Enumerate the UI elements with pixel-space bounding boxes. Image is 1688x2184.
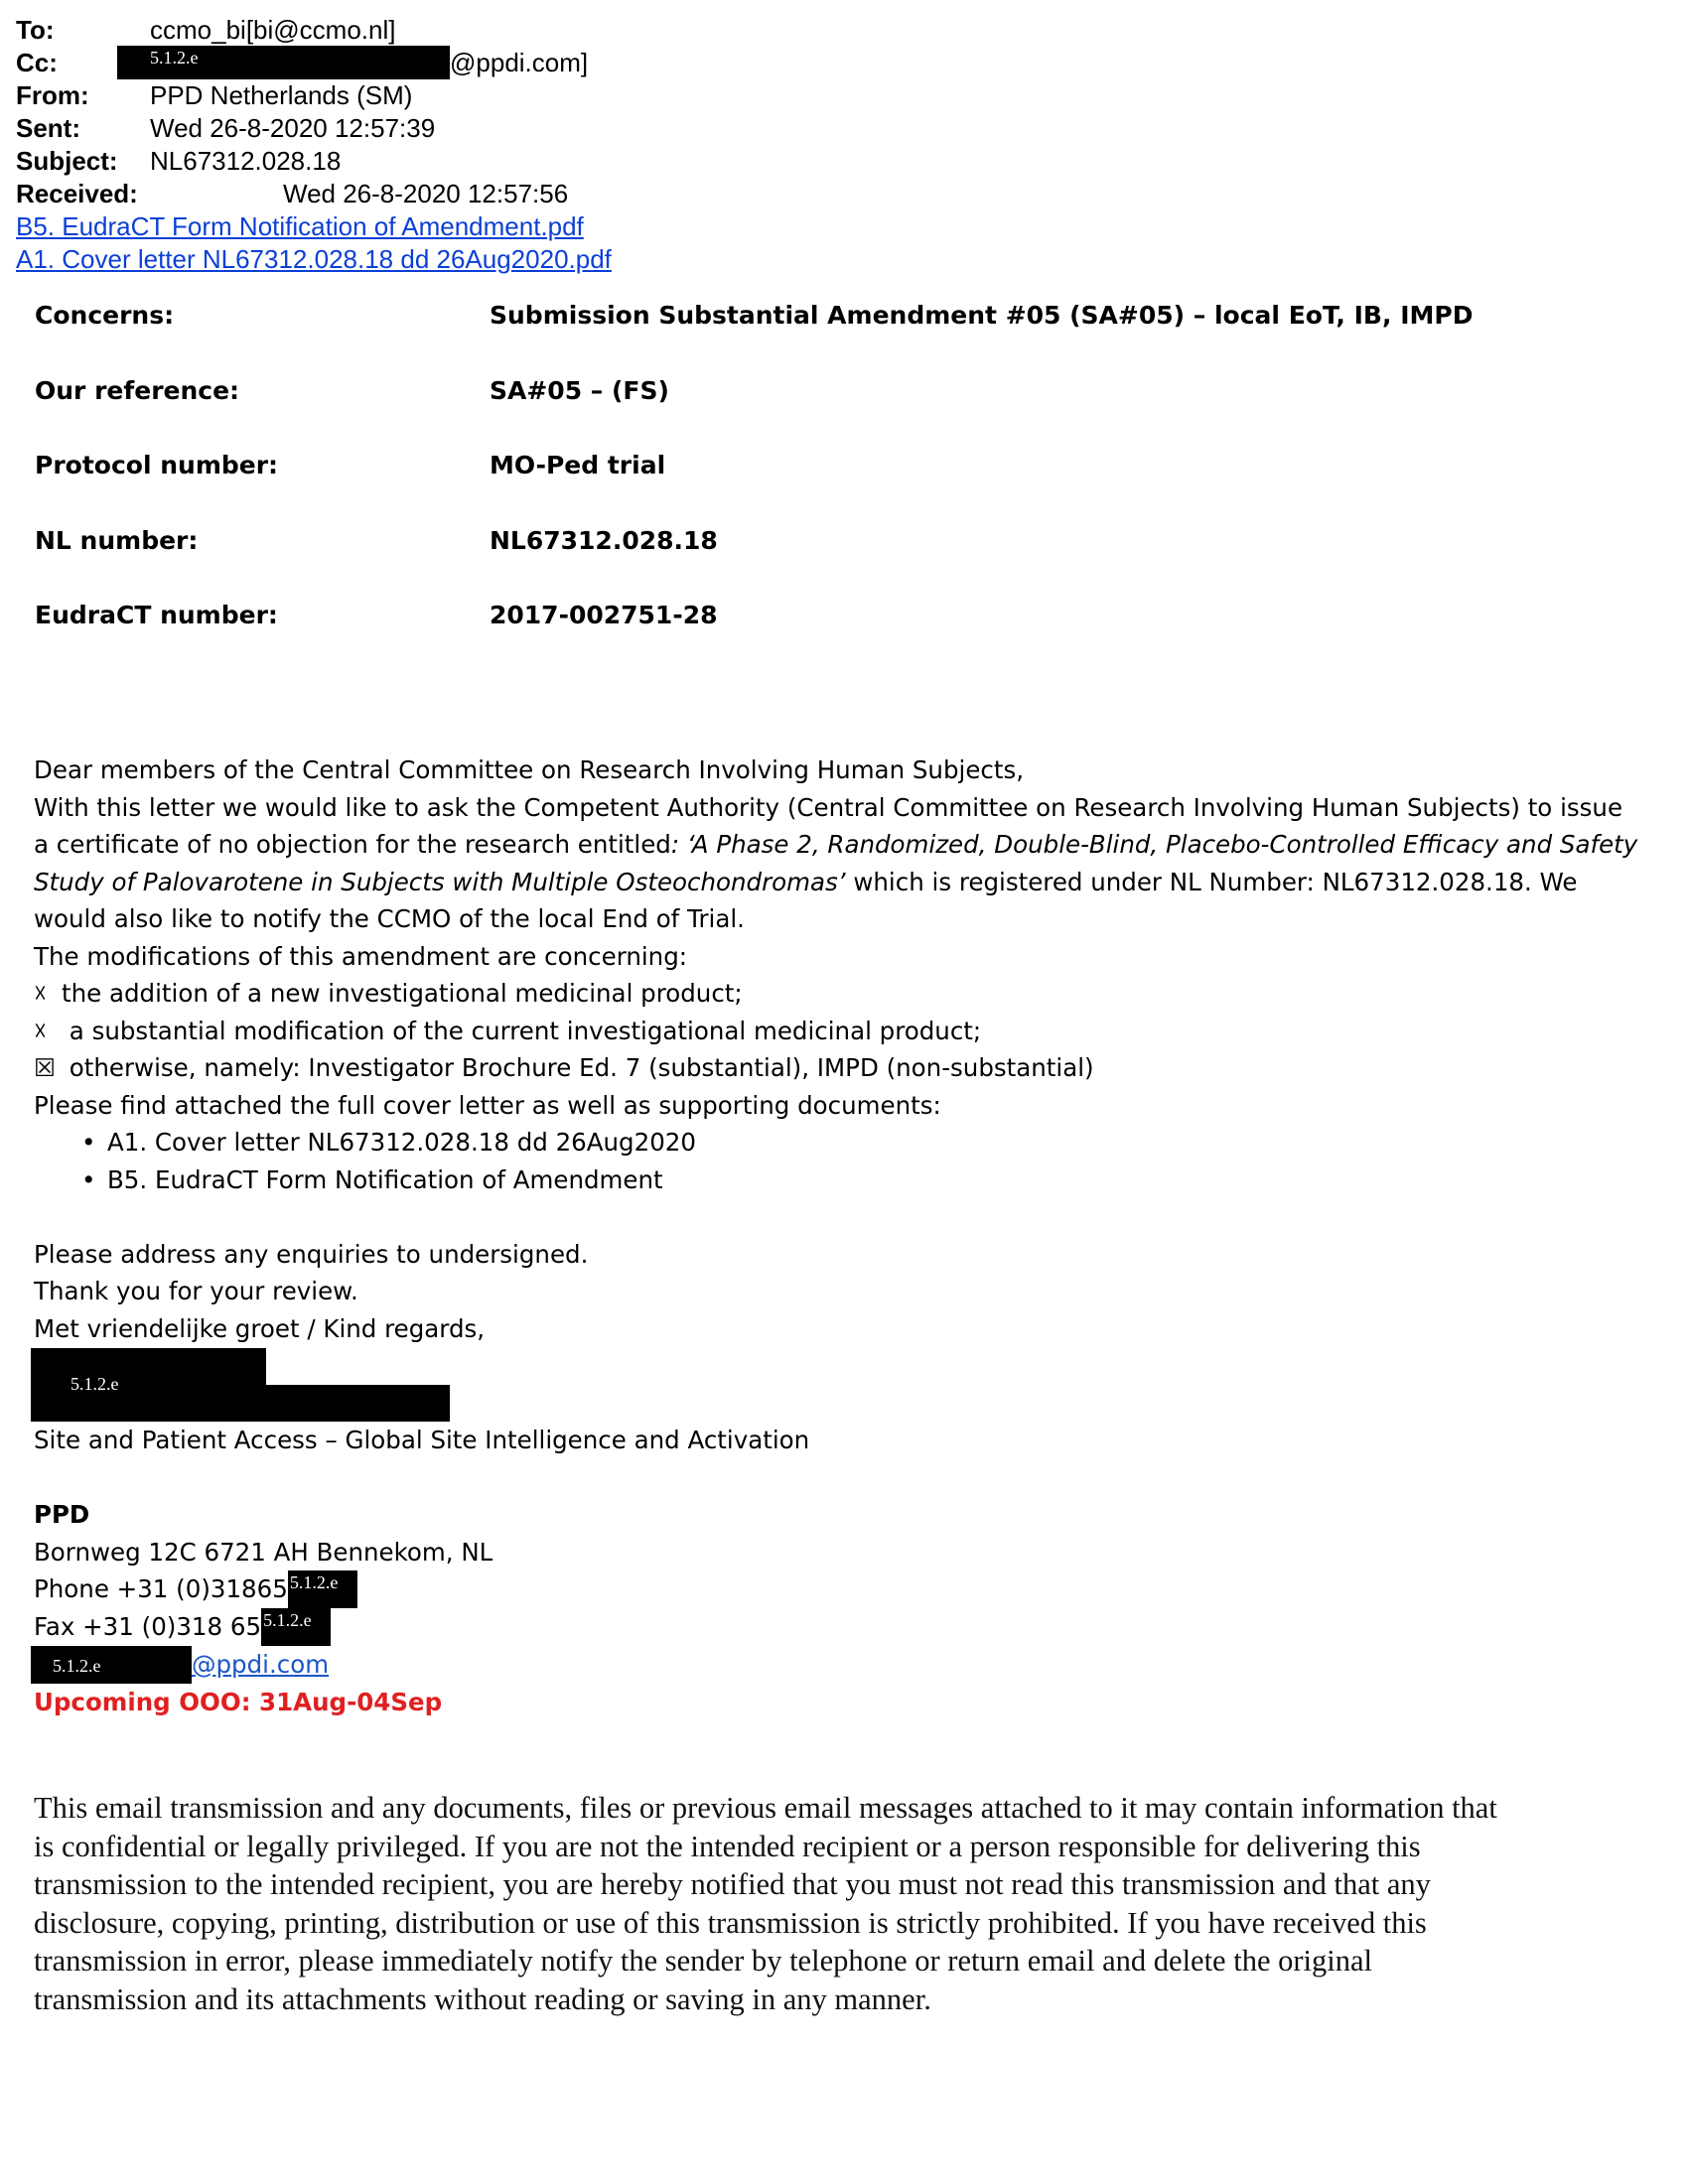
checked-box-icon: ☒ (34, 1053, 56, 1082)
from-value: PPD Netherlands (SM) (150, 80, 413, 110)
study-title-part-1: : ‘A Phase 2, Randomized, Double-Blind, Placebo-Controlled Efficacy and Safety (670, 830, 1638, 859)
cc-suffix: @ppdi.com] (450, 48, 589, 77)
name-redaction-extension (266, 1385, 450, 1422)
fax-prefix: Fax +31 (0)318 65 (34, 1612, 262, 1641)
reference-row-eudract (35, 601, 1623, 676)
to-row (16, 14, 910, 47)
name-redaction: 5.1.2.e (31, 1348, 266, 1422)
intro-line-3-b: which is registered under NL Number: NL67312.028.18. We (845, 867, 1578, 896)
fax-redaction: 5.1.2.e (261, 1608, 331, 1646)
department-line: Site and Patient Access – Global Site Intelligence and Activation (34, 1426, 810, 1454)
to-label: To: (16, 15, 55, 45)
address-line: Bornweg 12C 6721 AH Bennekom, NL (34, 1537, 493, 1567)
reference-row-our-reference (35, 376, 1623, 452)
intro-line-3 (34, 864, 1662, 901)
disclaimer-line: transmission in error, please immediately notify the sender by telephone or return email and delete the original (34, 1944, 1372, 1978)
intro-line-2-a: a certificate of no objection for the research entitled (34, 830, 671, 859)
subject-label: Subject: (16, 146, 118, 176)
concerns-value: Submission Substantial Amendment #05 (SA#05) – local EoT, IB, IMPD (490, 301, 1474, 330)
intro-line-4: would also like to notify the CCMO of the local End of Trial. (34, 904, 745, 933)
email-link[interactable]: @ppdi.com (192, 1650, 330, 1679)
enquiries-line: Please address any enquiries to undersigned. (34, 1239, 589, 1269)
signature-name-block (34, 1347, 1662, 1422)
received-value: Wed 26-8-2020 12:57:56 (283, 179, 569, 208)
confidentiality-disclaimer (34, 1789, 1662, 2018)
fax-line (34, 1608, 1662, 1646)
received-label: Received: (16, 179, 138, 208)
unchecked-box-icon: ☓ (34, 1016, 48, 1045)
modifications-intro: The modifications of this amendment are concerning: (34, 941, 688, 971)
modification-item-1 (34, 975, 1662, 1013)
disclaimer-line: transmission and its attachments without reading or saving in any manner. (34, 1981, 931, 2016)
disclaimer-line: This email transmission and any documents, files or previous email messages attached to it may contain information that (34, 1791, 1497, 1825)
protocol-number-label: Protocol number: (35, 451, 279, 479)
reference-table (35, 301, 1623, 676)
closing-line: Met vriendelijke groet / Kind regards, (34, 1313, 486, 1343)
list-item: • B5. EudraCT Form Notification of Amendment (34, 1161, 1662, 1199)
our-reference-value: SA#05 – (FS) (490, 375, 669, 405)
spacer (34, 1198, 1662, 1236)
to-value: ccmo_bi[bi@ccmo.nl] (150, 15, 396, 45)
modification-item-2 (34, 1013, 1662, 1050)
company-name: PPD (34, 1500, 90, 1529)
reference-row-nl-number (35, 526, 1623, 602)
received-row (16, 178, 910, 210)
protocol-number-value: MO-Ped trial (490, 451, 666, 479)
cc-label: Cc: (16, 48, 58, 77)
subject-row (16, 145, 910, 178)
nl-number-label: NL number: (35, 525, 199, 555)
cc-redaction: 5.1.2.e (117, 46, 450, 79)
email-redaction: 5.1.2.e (31, 1646, 192, 1684)
intro-line-2 (34, 826, 1662, 864)
salutation: Dear members of the Central Committee on Research Involving Human Subjects, (34, 755, 1025, 784)
disclaimer-line: transmission to the intended recipient, you are hereby notified that you must not read this transmission and that any (34, 1867, 1431, 1901)
disclaimer-line: is confidential or legally privileged. If you are not the intended recipient or a person responsible for delivering this (34, 1829, 1421, 1863)
concerns-label: Concerns: (35, 301, 175, 330)
nl-number-value: NL67312.028.18 (490, 525, 718, 555)
phone-line (34, 1570, 1662, 1608)
study-title-part-2: Study of Palovarotene in Subjects with Multiple Osteochondromas’ (34, 867, 846, 896)
letter-body (34, 751, 1662, 1721)
eudract-number-value: 2017-002751-28 (490, 601, 718, 629)
attachment-link-a1[interactable]: A1. Cover letter NL67312.028.18 dd 26Aug2020.pdf (16, 244, 612, 274)
modification-text-1: the addition of a new investigational medicinal product; (62, 979, 743, 1008)
phone-prefix: Phone +31 (0)31865 (34, 1574, 288, 1603)
spacer (34, 1459, 1662, 1497)
eudract-number-label: EudraCT number: (35, 601, 278, 629)
ooo-notice: Upcoming OOO: 31Aug-04Sep (34, 1688, 443, 1716)
modification-text-3: otherwise, namely: Investigator Brochure Ed. 7 (substantial), IMPD (non-substantial) (62, 1053, 1094, 1082)
from-row (16, 79, 910, 112)
attached-intro: Please find attached the full cover letter as well as supporting documents: (34, 1090, 941, 1120)
intro-line-1: With this letter we would like to ask the Competent Authority (Central Committee on Research Involving Human Subjects) to issue (34, 792, 1623, 822)
list-item: • A1. Cover letter NL67312.028.18 dd 26Aug2020 (34, 1124, 1662, 1161)
attached-documents-list (34, 1124, 1662, 1198)
subject-value: NL67312.028.18 (150, 146, 342, 176)
phone-redaction: 5.1.2.e (288, 1570, 357, 1608)
sent-label: Sent: (16, 113, 80, 143)
sent-value: Wed 26-8-2020 12:57:39 (150, 113, 436, 143)
email-line (34, 1646, 1662, 1684)
cc-row (16, 47, 910, 79)
modification-text-2: a substantial modification of the current investigational medicinal product; (62, 1016, 982, 1045)
unchecked-box-icon: ☓ (34, 979, 48, 1008)
modification-item-3 (34, 1049, 1662, 1087)
reference-row-protocol (35, 451, 1623, 526)
thanks-line: Thank you for your review. (34, 1277, 358, 1305)
disclaimer-line: disclosure, copying, printing, distribution or use of this transmission is strictly prohibited. If you have received this (34, 1905, 1427, 1940)
email-header (16, 14, 910, 276)
our-reference-label: Our reference: (35, 375, 240, 405)
from-label: From: (16, 80, 89, 110)
attachment-link-b5[interactable]: B5. EudraCT Form Notification of Amendment.pdf (16, 211, 584, 241)
sent-row (16, 112, 910, 145)
reference-row-concerns (35, 301, 1623, 376)
